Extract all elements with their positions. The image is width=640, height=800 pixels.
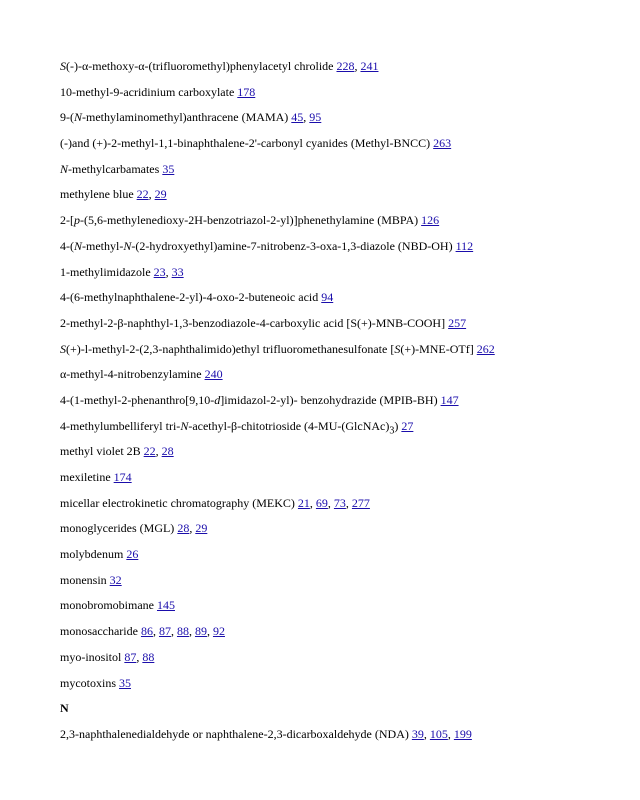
index-entry xyxy=(60,366,630,392)
entry-text: mycotoxins xyxy=(60,675,119,690)
page-link[interactable]: 199 xyxy=(453,726,472,741)
index-entry xyxy=(60,726,630,752)
entry-text: -methylaminomethyl)anthracene (MAMA) xyxy=(82,110,292,125)
entry-text: N xyxy=(180,418,189,433)
page-separator: , xyxy=(155,444,162,459)
index-entry xyxy=(60,84,630,110)
index-entry xyxy=(60,392,630,418)
page-separator: , xyxy=(152,624,159,639)
page-link[interactable]: 88 xyxy=(142,649,155,664)
entry-text: p xyxy=(74,213,80,228)
entry-text: N xyxy=(74,238,83,253)
page-separator: , xyxy=(189,521,196,536)
entry-text: S xyxy=(60,59,66,73)
page-link[interactable]: 69 xyxy=(315,495,328,510)
page-link[interactable]: 73 xyxy=(333,495,346,510)
entry-text: N xyxy=(60,161,69,176)
page-link[interactable]: 45 xyxy=(291,110,304,125)
entry-text: 2-methyl-2-β-naphthyl-1,3-benzodiazole-4-carboxylic acid [S(+)-MNB-COOH] xyxy=(60,315,449,330)
entry-text: mexiletine xyxy=(60,470,114,484)
page-link[interactable]: 92 xyxy=(212,624,225,639)
index-entry xyxy=(60,238,630,264)
index-entry xyxy=(60,675,630,701)
page-separator: , xyxy=(165,264,172,279)
entry-text: 4-methylumbelliferyl tri- xyxy=(60,418,181,433)
page-link[interactable]: 262 xyxy=(476,341,495,356)
entry-text: methylene blue xyxy=(60,187,137,202)
index-entry xyxy=(60,135,630,161)
section-heading xyxy=(60,700,630,726)
index-entry xyxy=(60,264,630,290)
page-link[interactable]: 95 xyxy=(309,110,322,125)
entry-text: monobromobimane xyxy=(60,598,157,613)
page-link[interactable]: 29 xyxy=(195,521,208,536)
page-separator: , xyxy=(303,110,310,125)
page-link[interactable]: 28 xyxy=(161,444,174,459)
page-link[interactable]: 27 xyxy=(401,418,414,433)
index-entry xyxy=(60,212,630,238)
page-link[interactable]: 35 xyxy=(162,161,175,176)
index-entry xyxy=(60,315,630,341)
entry-text: -methylcarbamates xyxy=(68,161,163,176)
entry-text: myo-inositol xyxy=(60,649,125,664)
entry-text: -methyl- xyxy=(82,238,124,253)
entry-text: 3 xyxy=(389,425,395,437)
page-link[interactable]: 35 xyxy=(119,675,131,690)
entry-text: N xyxy=(60,701,69,716)
index-entry xyxy=(60,161,630,187)
entry-text: 9-( xyxy=(60,110,74,125)
index-entry xyxy=(60,58,630,84)
index-entry xyxy=(60,186,630,212)
entry-text: molybdenum xyxy=(60,547,127,562)
entry-text: 10-methyl-9-acridinium carboxylate xyxy=(60,84,238,99)
entry-text: -(5,6-methylenedioxy-2H-benzotriazol-2-yl)]phenethylamine (MBPA) xyxy=(80,213,422,228)
page-link[interactable]: 257 xyxy=(448,315,467,330)
page-link[interactable]: 87 xyxy=(124,649,137,664)
page-link[interactable]: 228 xyxy=(336,59,355,73)
page-link[interactable]: 112 xyxy=(455,238,474,253)
entry-text: (-)-α-methoxy-α-(trifluoromethyl)phenylacetyl chrolide xyxy=(66,59,337,73)
entry-text: 4-(1-methyl-2-phenanthro[9,10- xyxy=(60,392,215,407)
page-link[interactable]: 240 xyxy=(204,367,223,382)
page-link[interactable]: 23 xyxy=(153,264,166,279)
entry-text: N xyxy=(123,238,132,253)
index-entry-list xyxy=(60,58,630,752)
page-separator: , xyxy=(354,59,361,73)
page-link[interactable]: 241 xyxy=(360,59,379,73)
index-entry xyxy=(60,443,630,469)
index-entry xyxy=(60,597,630,623)
page-link[interactable]: 174 xyxy=(113,470,132,484)
page-link[interactable]: 89 xyxy=(194,624,207,639)
entry-text: 1-methylimidazole xyxy=(60,264,154,279)
entry-text: α-methyl-4-nitrobenzylamine xyxy=(60,367,205,382)
page-link[interactable]: 178 xyxy=(237,84,256,99)
page-separator: , xyxy=(327,495,334,510)
page-link[interactable]: 94 xyxy=(321,290,334,305)
page-link[interactable]: 147 xyxy=(440,392,459,407)
index-entry xyxy=(60,341,630,367)
entry-text: (+)-MNE-OTf] xyxy=(400,341,477,356)
index-entry xyxy=(60,289,630,315)
entry-text: (+)-l-methyl-2-(2,3-naphthalimido)ethyl trifluoromethanesulfonate [ xyxy=(66,341,395,356)
page-separator: , xyxy=(148,187,155,202)
entry-text: S xyxy=(60,341,66,356)
entry-text: 4-( xyxy=(60,238,74,253)
index-entry xyxy=(60,572,630,598)
index-entry xyxy=(60,649,630,675)
entry-text: 4-(6-methylnaphthalene-2-yl)-4-oxo-2-buteneoic acid xyxy=(60,290,322,305)
page-link[interactable]: 28 xyxy=(177,521,190,536)
page-link[interactable]: 22 xyxy=(143,444,156,459)
page-link[interactable]: 126 xyxy=(421,213,440,228)
entry-text: -acethyl-β-chitotrioside (4-MU-(GlcNAc) xyxy=(188,418,390,433)
page-separator: , xyxy=(136,649,143,664)
index-entry xyxy=(60,418,630,444)
page-separator: , xyxy=(206,624,213,639)
page-link[interactable]: 277 xyxy=(351,495,370,510)
page-link[interactable]: 39 xyxy=(411,726,424,741)
page-separator: , xyxy=(447,726,454,741)
index-entry xyxy=(60,623,630,649)
entry-text: 2-[ xyxy=(60,213,74,228)
index-entry xyxy=(60,546,630,572)
entry-text: methyl violet 2B xyxy=(60,444,144,459)
index-entry xyxy=(60,495,630,521)
entry-text: (-)and (+)-2-methyl-1,1-binaphthalene-2'-carbonyl cyanides (Methyl-BNCC) xyxy=(60,136,434,151)
page-link[interactable]: 105 xyxy=(429,726,448,741)
index-entry xyxy=(60,109,630,135)
page-link[interactable]: 29 xyxy=(154,187,167,202)
entry-text: N xyxy=(74,110,83,125)
page-link[interactable]: 263 xyxy=(433,136,452,151)
page-link[interactable]: 145 xyxy=(156,598,175,613)
page-separator: , xyxy=(423,726,430,741)
entry-text: monoglycerides (MGL) xyxy=(60,521,178,536)
page-link[interactable]: 88 xyxy=(176,624,189,639)
page-separator: , xyxy=(309,495,316,510)
entry-text: monensin xyxy=(60,572,110,587)
entry-text: monosaccharide xyxy=(60,624,141,639)
page-link[interactable]: 87 xyxy=(158,624,171,639)
page-separator: , xyxy=(345,495,352,510)
page-link[interactable]: 86 xyxy=(140,624,153,639)
page-link[interactable]: 33 xyxy=(171,264,184,279)
entry-text: micellar electrokinetic chromatography (MEKC) xyxy=(60,495,298,510)
page-separator: , xyxy=(170,624,177,639)
entry-text: ) xyxy=(394,418,402,433)
page-separator: , xyxy=(188,624,195,639)
page-link[interactable]: 32 xyxy=(109,572,122,587)
index-entry xyxy=(60,520,630,546)
index-entry xyxy=(60,469,630,495)
entry-text: -(2-hydroxyethyl)amine-7-nitrobenz-3-oxa-1,3-diazole (NBD-OH) xyxy=(131,238,456,253)
entry-text: 2,3-naphthalenedialdehyde or naphthalene-2,3-dicarboxaldehyde (NDA) xyxy=(60,726,412,741)
entry-text: S xyxy=(394,341,401,356)
page-link[interactable]: 21 xyxy=(297,495,310,510)
entry-text: ]imidazol-2-yl)- benzohydrazide (MPIB-BH) xyxy=(220,392,441,407)
page-link[interactable]: 22 xyxy=(136,187,149,202)
entry-text: d xyxy=(214,392,221,407)
page-link[interactable]: 26 xyxy=(126,547,139,562)
